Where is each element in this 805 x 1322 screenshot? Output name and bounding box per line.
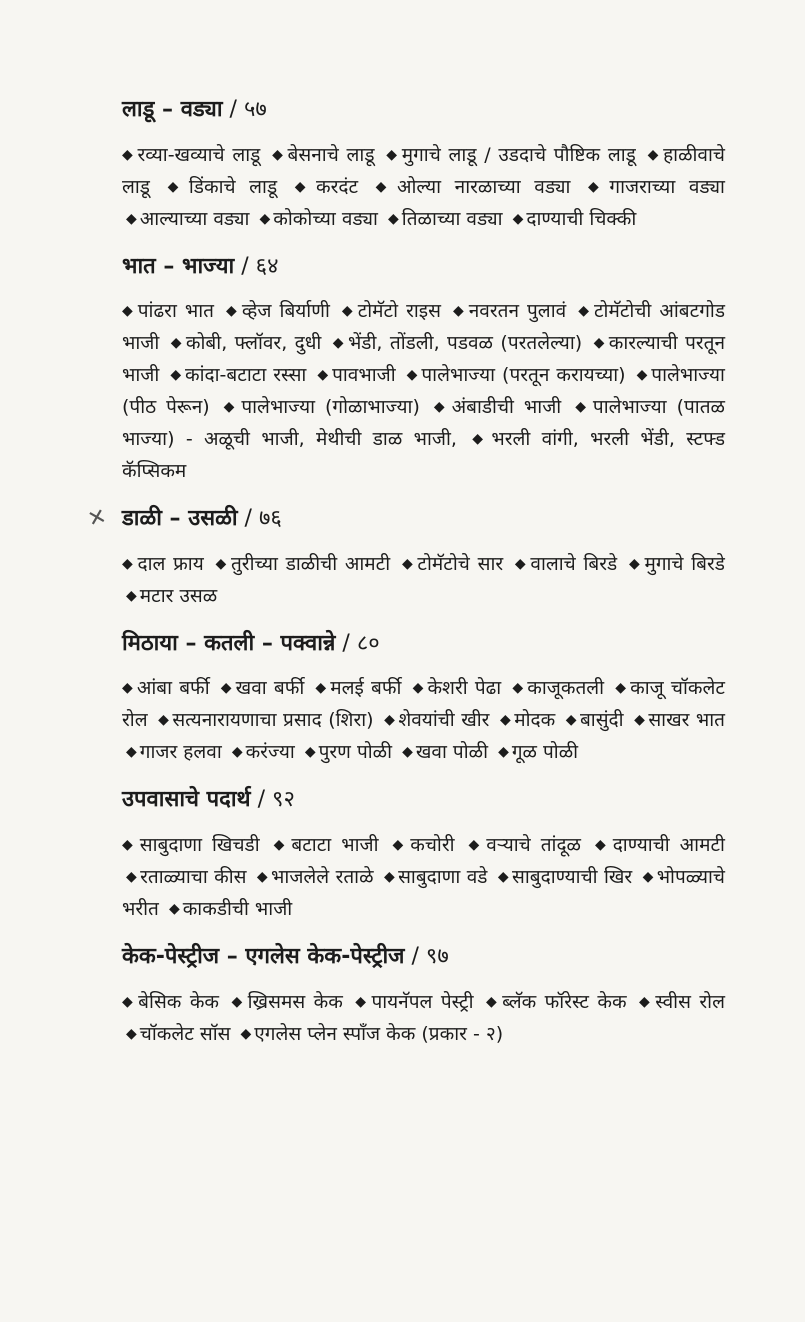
recipe-name: स्वीस रोल — [655, 990, 725, 1013]
diamond-bullet-icon: ◆ — [122, 680, 134, 697]
recipe-name: दाण्याची चिक्की — [526, 207, 637, 230]
diamond-bullet-icon: ◆ — [158, 712, 170, 729]
diamond-bullet-icon: ◆ — [578, 303, 591, 320]
diamond-bullet-icon: ◆ — [588, 178, 607, 195]
recipe-item — [122, 677, 210, 699]
diamond-bullet-icon: ◆ — [497, 868, 509, 885]
recipe-item — [122, 553, 204, 575]
recipe-name: दाल फ्राय — [137, 552, 204, 575]
recipe-item — [494, 741, 578, 763]
recipe-name: काजूकतली — [527, 677, 605, 700]
diamond-bullet-icon: ◆ — [122, 146, 135, 163]
recipe-item — [380, 709, 489, 731]
section-title: उपवासाचे पदार्थ — [122, 787, 251, 813]
recipe-item — [398, 553, 503, 575]
recipe-name: करदंट — [316, 175, 359, 198]
recipe-item — [122, 1023, 230, 1045]
diamond-bullet-icon: ◆ — [392, 836, 408, 853]
diamond-bullet-icon: ◆ — [168, 900, 180, 917]
title-separator: / — [335, 630, 357, 656]
section-page-number: ८० — [356, 630, 380, 656]
recipe-name: मलई बर्फी — [330, 677, 402, 700]
recipe-name: साबुदाणा खिचडी — [139, 833, 260, 856]
recipe-name: नवरतन पुलावं — [468, 300, 567, 323]
recipe-name: आल्याच्या वड्या — [139, 207, 250, 230]
diamond-bullet-icon: ◆ — [512, 210, 524, 227]
recipe-name: बटाटा भाजी — [291, 833, 379, 856]
diamond-bullet-icon: ◆ — [226, 303, 239, 320]
recipe-name: खवा बर्फी — [235, 677, 305, 700]
diamond-bullet-icon: ◆ — [122, 836, 137, 853]
recipe-item — [465, 834, 581, 856]
recipe-item — [449, 300, 566, 322]
recipe-item — [122, 991, 219, 1013]
section-heading — [122, 96, 725, 125]
diamond-bullet-icon: ◆ — [498, 744, 509, 761]
recipe-item — [268, 144, 374, 166]
diamond-bullet-icon: ◆ — [628, 555, 642, 572]
diamond-bullet-icon: ◆ — [642, 868, 654, 885]
recipe-item — [329, 332, 582, 354]
diamond-bullet-icon: ◆ — [593, 335, 606, 352]
recipe-name: बेसिक केक — [138, 990, 220, 1013]
recipe-item — [122, 834, 260, 856]
diamond-bullet-icon: ◆ — [304, 744, 316, 761]
diamond-bullet-icon: ◆ — [634, 712, 646, 729]
diamond-bullet-icon: ◆ — [341, 303, 355, 320]
recipe-item — [635, 991, 725, 1013]
recipe-item — [228, 741, 295, 763]
recipe-name: पांढरा भात — [137, 300, 215, 323]
recipe-name: साबुदाणा वडे — [398, 865, 488, 888]
section-page-number: ९२ — [272, 787, 295, 813]
recipe-name: पावभाजी — [332, 364, 396, 387]
recipe-item — [311, 677, 401, 699]
recipe-item — [122, 585, 217, 607]
diamond-bullet-icon: ◆ — [272, 146, 285, 163]
contents-section — [122, 505, 725, 612]
recipe-item — [301, 741, 392, 763]
recipe-name: गाजर हलवा — [139, 741, 222, 764]
diamond-bullet-icon: ◆ — [231, 744, 243, 761]
recipe-name: वऱ्याचे तांदूळ — [486, 833, 581, 856]
recipe-item — [625, 553, 725, 575]
diamond-bullet-icon: ◆ — [170, 335, 183, 352]
section-page-number: ९७ — [425, 943, 449, 969]
recipe-name: रताळ्याचा कीस — [140, 865, 247, 888]
recipe-name: एगलेस प्लेन स्पाँज केक (प्रकार - २) — [254, 1022, 504, 1045]
recipe-item — [291, 176, 358, 198]
diamond-bullet-icon: ◆ — [647, 146, 661, 163]
recipe-name: तिळाच्या वड्या — [401, 207, 503, 230]
section-title: लाडू – वड्या — [122, 97, 223, 122]
contents-section — [122, 96, 725, 235]
recipe-name: आंबा बर्फी — [136, 677, 210, 700]
recipe-item — [389, 834, 455, 856]
recipe-item — [384, 208, 503, 230]
recipe-name: अंबाडीची भाजी — [451, 396, 562, 419]
recipe-name: हाळीवाचे लाडू — [122, 143, 725, 198]
diamond-bullet-icon: ◆ — [499, 712, 512, 729]
diamond-bullet-icon: ◆ — [167, 178, 186, 195]
recipe-name: पालेभाज्या (पीठ पेरून) — [122, 364, 725, 419]
diamond-bullet-icon: ◆ — [615, 680, 628, 697]
recipe-item — [380, 866, 488, 888]
recipe-item — [509, 208, 637, 230]
recipe-item — [122, 866, 247, 888]
title-separator: / — [404, 943, 426, 969]
diamond-bullet-icon: ◆ — [259, 210, 271, 227]
diamond-bullet-icon: ◆ — [317, 367, 330, 384]
recipe-name: रव्या-खव्याचे लाडू — [137, 143, 261, 166]
recipe-name: पायनॅपल पेस्ट्री — [371, 990, 474, 1013]
recipe-name: व्हेज बिर्याणी — [241, 300, 330, 323]
diamond-bullet-icon: ◆ — [126, 744, 137, 761]
diamond-bullet-icon: ◆ — [433, 399, 449, 416]
recipe-name: गाजराच्या वड्या — [609, 175, 725, 198]
recipe-item — [253, 866, 374, 888]
diamond-bullet-icon: ◆ — [402, 744, 413, 761]
recipe-item — [154, 709, 373, 731]
section-heading — [122, 253, 725, 282]
recipe-item — [313, 364, 395, 386]
recipe-name: साबुदाण्याची खिर — [511, 865, 633, 888]
recipe-item — [338, 300, 441, 322]
recipe-item — [122, 144, 260, 166]
diamond-bullet-icon: ◆ — [126, 587, 137, 604]
section-title: केक-पेस्ट्रीज – एगलेस केक-पेस्ट्रीज — [122, 943, 405, 969]
recipe-name: बेसनाचे लाडू — [287, 143, 375, 166]
recipe-name: भरली वांगी, भरली भेंडी, स्टफ्ड कॅप्सिकम — [122, 428, 725, 483]
recipe-name: सत्यनारायणाचा प्रसाद (शिरा) — [172, 709, 374, 732]
diamond-bullet-icon: ◆ — [294, 178, 314, 195]
diamond-bullet-icon: ◆ — [485, 993, 500, 1010]
recipe-name: ख्रिसमस केक — [247, 990, 343, 1013]
recipe-name: कांदा-बटाटा रस्सा — [185, 364, 307, 387]
recipe-name: मुगाचे लाडू / उडदाचे पौष्टिक लाडू — [401, 143, 636, 166]
diamond-bullet-icon: ◆ — [122, 303, 135, 320]
recipe-item — [167, 332, 322, 354]
section-heading — [122, 630, 725, 659]
recipe-name: टोमॅटो राइस — [357, 300, 441, 323]
recipe-name: साखर भात — [648, 709, 725, 732]
recipe-item — [256, 208, 378, 230]
section-title: डाळी – उसळी — [122, 506, 238, 532]
recipe-name: भेंडी, तोंडली, पडवळ (परतलेल्या) — [347, 332, 583, 355]
recipe-item — [372, 176, 571, 198]
diamond-bullet-icon: ◆ — [231, 993, 245, 1010]
diamond-bullet-icon: ◆ — [468, 836, 484, 853]
section-title: मिठाया – कतली – पक्वान्ने — [122, 630, 336, 656]
recipe-list — [122, 139, 725, 235]
recipe-item — [494, 866, 632, 888]
diamond-bullet-icon: ◆ — [386, 146, 399, 163]
recipe-name: कोबी, फ्लॉवर, दुधी — [185, 332, 322, 355]
section-heading — [122, 505, 725, 534]
recipe-item — [165, 898, 292, 920]
contents-section — [122, 253, 725, 488]
diamond-bullet-icon: ◆ — [355, 993, 369, 1010]
recipe-name: काकडीची भाजी — [182, 897, 293, 920]
recipe-list — [122, 829, 725, 925]
diamond-bullet-icon: ◆ — [256, 868, 269, 885]
diamond-bullet-icon: ◆ — [452, 303, 466, 320]
diamond-bullet-icon: ◆ — [126, 1025, 137, 1042]
recipe-item — [270, 834, 379, 856]
recipe-item — [403, 364, 626, 386]
diamond-bullet-icon: ◆ — [383, 868, 396, 885]
recipe-list — [122, 672, 725, 768]
recipe-name: गूळ पोळी — [511, 741, 579, 764]
recipe-item — [122, 300, 214, 322]
recipe-name: ब्लॅक फॉरेस्ट केक — [502, 990, 627, 1013]
recipe-item — [227, 991, 342, 1013]
title-separator: / — [222, 97, 244, 122]
diamond-bullet-icon: ◆ — [273, 836, 289, 853]
recipe-name: मटार उसळ — [139, 584, 218, 607]
diamond-bullet-icon: ◆ — [401, 555, 415, 572]
diamond-bullet-icon: ◆ — [512, 680, 525, 697]
contents-section — [122, 943, 725, 1050]
recipe-item — [164, 176, 278, 198]
recipe-name: तुरीच्या डाळीची आमटी — [230, 552, 391, 575]
recipe-item — [211, 553, 390, 575]
diamond-bullet-icon: ◆ — [126, 868, 138, 885]
recipe-name: टोमॅटोची आंबटगोड भाजी — [122, 300, 725, 355]
diamond-bullet-icon: ◆ — [565, 712, 577, 729]
recipe-name: पालेभाज्या (गोळाभाज्या) — [241, 396, 420, 419]
recipe-name: कारल्याची परतून भाजी — [122, 332, 726, 387]
diamond-bullet-icon: ◆ — [384, 712, 396, 729]
pen-tick-mark: ✕ — [85, 504, 110, 533]
recipe-name: केशरी पेढा — [427, 677, 502, 700]
diamond-bullet-icon: ◆ — [170, 367, 183, 384]
recipe-item — [398, 741, 488, 763]
diamond-bullet-icon: ◆ — [332, 335, 345, 352]
title-separator: / — [250, 787, 273, 813]
contents-section — [122, 630, 725, 769]
recipe-list — [122, 295, 725, 487]
recipe-item — [409, 677, 502, 699]
section-title: भात – भाज्या — [122, 253, 235, 279]
recipe-item — [630, 709, 725, 731]
recipe-item — [217, 677, 304, 699]
recipe-item — [511, 553, 617, 575]
diamond-bullet-icon: ◆ — [220, 680, 233, 697]
recipe-name: शेवयांची खीर — [398, 709, 490, 732]
diamond-bullet-icon: ◆ — [514, 555, 528, 572]
recipe-item — [382, 144, 636, 166]
section-heading — [122, 786, 725, 815]
recipe-name: पालेभाज्या (पातळ भाज्या) - अळूची भाजी, मेथीची डाळ भाजी, — [122, 396, 725, 451]
recipe-name: दाण्याची आमटी — [612, 833, 725, 856]
diamond-bullet-icon: ◆ — [388, 210, 399, 227]
recipe-name: ओल्या नारळाच्या वड्या — [397, 175, 571, 198]
diamond-bullet-icon: ◆ — [594, 836, 610, 853]
recipe-name: टोमॅटोचे सार — [417, 552, 504, 575]
diamond-bullet-icon: ◆ — [240, 1025, 252, 1042]
recipe-item — [496, 709, 555, 731]
recipe-name: कोकोच्या वड्या — [273, 207, 378, 230]
recipe-item — [237, 1023, 504, 1045]
recipe-item — [482, 991, 627, 1013]
recipe-name: काजू चॉकलेट रोल — [122, 677, 725, 732]
diamond-bullet-icon: ◆ — [215, 555, 228, 572]
diamond-bullet-icon: ◆ — [406, 367, 419, 384]
recipe-list — [122, 548, 725, 612]
recipe-name: मुगाचे बिरडे — [644, 552, 725, 575]
diamond-bullet-icon: ◆ — [575, 399, 590, 416]
diamond-bullet-icon: ◆ — [122, 993, 136, 1010]
diamond-bullet-icon: ◆ — [315, 680, 328, 697]
diamond-bullet-icon: ◆ — [472, 431, 489, 448]
recipe-name: वालाचे बिरडे — [530, 552, 618, 575]
recipe-item — [591, 834, 725, 856]
diamond-bullet-icon: ◆ — [639, 993, 653, 1010]
recipe-item — [584, 176, 725, 198]
section-page-number: ५७ — [243, 97, 267, 122]
section-page-number: ७६ — [258, 506, 282, 532]
recipe-name: मोदक — [514, 709, 556, 732]
recipe-name: खवा पोळी — [415, 741, 489, 764]
recipe-name: बासुंदी — [579, 709, 624, 732]
recipe-item — [166, 364, 306, 386]
recipe-item — [220, 396, 420, 418]
contents-list — [122, 96, 725, 1050]
section-heading — [122, 943, 725, 972]
recipe-name: कचोरी — [410, 833, 455, 856]
recipe-name: करंज्या — [245, 741, 295, 764]
recipe-item — [122, 208, 249, 230]
recipe-item — [508, 677, 604, 699]
recipe-item — [562, 709, 624, 731]
recipe-list — [122, 986, 725, 1050]
section-page-number: ६४ — [255, 253, 279, 279]
diamond-bullet-icon: ◆ — [126, 210, 137, 227]
recipe-item — [122, 741, 222, 763]
diamond-bullet-icon: ◆ — [375, 178, 394, 195]
recipe-item — [222, 300, 330, 322]
recipe-name: भाजलेले रताळे — [271, 865, 374, 888]
recipe-name: भोपळ्याचे भरीत — [122, 865, 725, 920]
title-separator: / — [237, 506, 259, 532]
contents-section — [122, 786, 725, 925]
title-separator: / — [234, 253, 256, 279]
diamond-bullet-icon: ◆ — [122, 555, 135, 572]
recipe-item — [351, 991, 473, 1013]
recipe-item — [430, 396, 561, 418]
diamond-bullet-icon: ◆ — [412, 680, 425, 697]
recipe-name: पालेभाज्या (परतून करायच्या) — [421, 364, 626, 387]
recipe-name: पुरण पोळी — [318, 741, 393, 764]
recipe-name: चॉकलेट सॉस — [139, 1022, 231, 1045]
diamond-bullet-icon: ◆ — [223, 399, 239, 416]
recipe-name: डिंकाचे लाडू — [188, 175, 278, 198]
diamond-bullet-icon: ◆ — [636, 367, 649, 384]
